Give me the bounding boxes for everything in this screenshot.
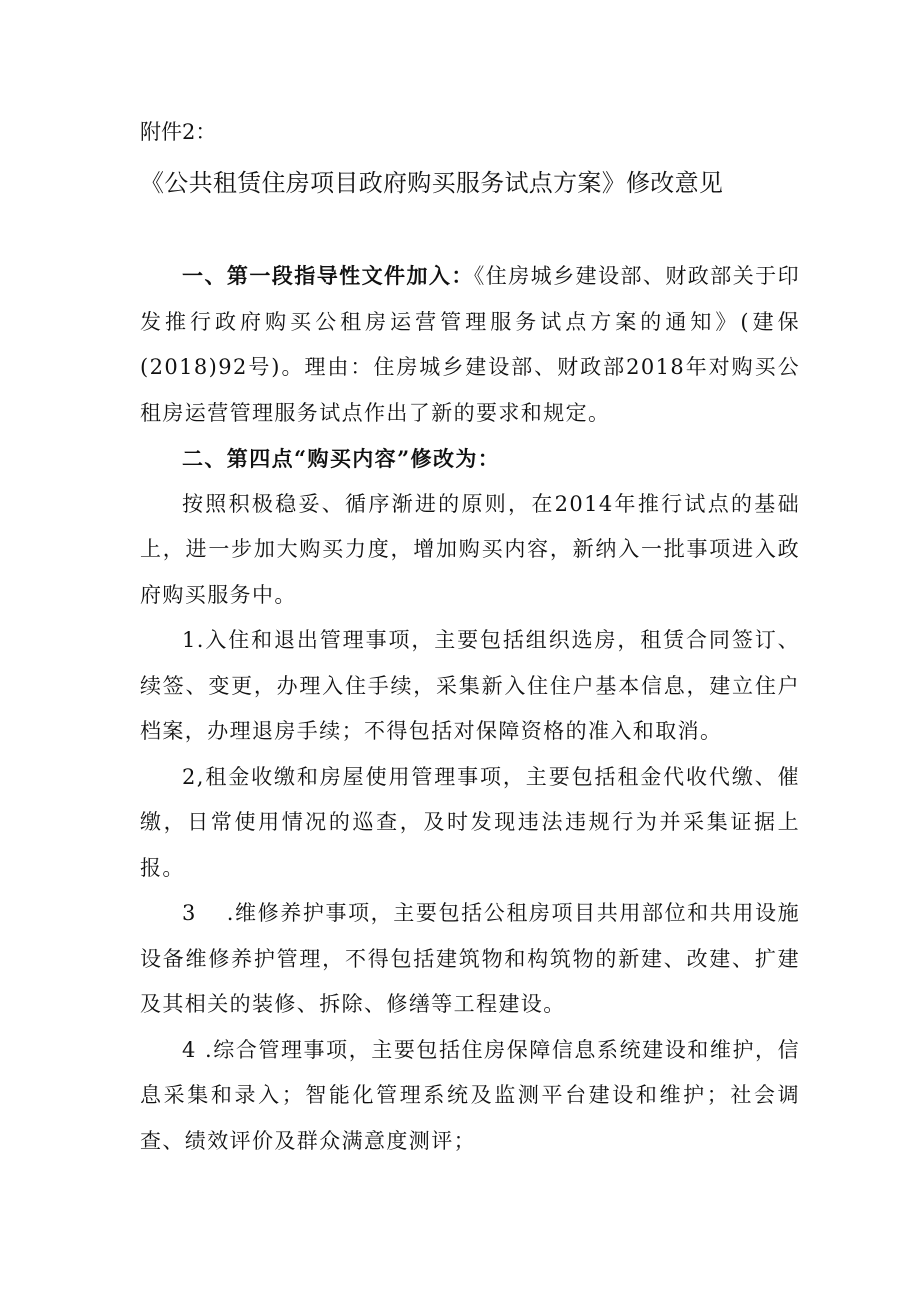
item3-paragraph (140, 891, 800, 1028)
item1-paragraph: 1.入住和退出管理事项，主要包括组织选房，租赁合同签订、续签、变更，办理入住手续，采集新入住住户基本信息，建立住户档案，办理退房手续；不得包括对保障资格的准入和取消。 (140, 628, 800, 743)
item3-text: .维修养护事项，主要包括公租房项目共用部位和共用设施设备维修养护管理，不得包括建筑物和构筑物的新建、改建、扩建及其相关的装修、拆除、修缮等工程建设。 (140, 901, 800, 1016)
item4-paragraph: 4 .综合管理事项，主要包括住房保障信息系统建设和维护，信息采集和录入；智能化管理系统及监测平台建设和维护；社会调查、绩效评价及群众满意度测评； (140, 1037, 800, 1153)
item3-number: 3 (182, 901, 197, 925)
section2-intro: 按照积极稳妥、循序渐进的原则，在2014年推行试点的基础上，进一步加大购买力度，增加购买内容，新纳入一批事项进入政府购买服务中。 (140, 491, 800, 607)
document-body (140, 253, 800, 1164)
attachment-label: 附件2： (140, 120, 217, 144)
item2-paragraph: 2,租金收缴和房屋使用管理事项，主要包括租金代收代缴、催缴，日常使用情况的巡查，及时发现违法违规行为并采集证据上报。 (140, 764, 800, 880)
document-title: 《公共租赁住房项目政府购买服务试点方案》修改意见 (140, 169, 724, 197)
section1-heading: 一、第一段指导性文件加入： (182, 263, 474, 288)
section1-text: 《住房城乡建设部、财政部关于印发推行政府购买公租房运营管理服务试点方案的通知》(建保(2018)92号)。理由：住房城乡建设部、财政部2018年对购买公租房运营管理服务试点作出了新的要求和规定。 (140, 264, 800, 425)
section1-paragraph (140, 253, 800, 436)
section2-heading: 二、第四点“购买内容”修改为： (182, 446, 501, 471)
